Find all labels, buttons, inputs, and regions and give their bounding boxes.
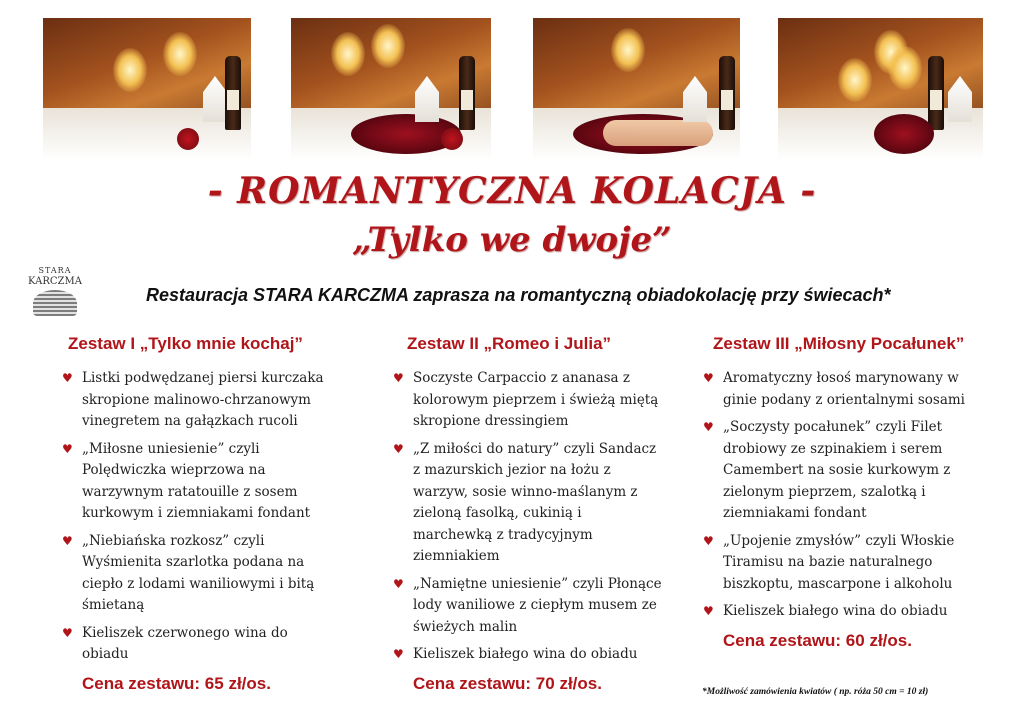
- list-item: ♥ Aromatyczny łosoś marynowany w ginie podany z orientalnymi sosami: [703, 370, 965, 408]
- restaurant-logo: [24, 266, 86, 324]
- set-price: Cena zestawu: 70 zł/os.: [413, 673, 602, 693]
- heart-icon: ♥: [393, 647, 404, 661]
- heart-icon: ♥: [62, 533, 73, 548]
- page-subtitle: „Tylko we dwoje”: [352, 220, 672, 260]
- heart-icon: ♥: [703, 371, 714, 385]
- menu-set-1: [62, 334, 332, 694]
- heart-icon: ♥: [393, 441, 404, 456]
- photo-candlelit-table-4: [778, 18, 983, 160]
- set-items: [703, 368, 975, 623]
- heart-icon: ♥: [393, 371, 404, 385]
- set-items: [393, 368, 663, 666]
- page-title: - ROMANTYCZNA KOLACJA -: [207, 170, 817, 212]
- set-heading: Zestaw III „Miłosny Pocałunek”: [713, 334, 965, 353]
- invitation-text: Restauracja STARA KARCZMA zaprasza na romantyczną obiadokolację przy świecach*: [146, 285, 891, 305]
- list-item: ♥ „Niebiańska rozkosz” czyli Wyśmienita szarlotka podana na ciepło z lodami waniliowymi i bitą śmietaną: [62, 532, 315, 613]
- list-item: ♥ „Soczysty pocałunek” czyli Filet drobiowy ze szpinakiem i serem Camembert na sosie kurkowym z zielonym pieprzem, szalotką i ziemniakami fondant: [703, 419, 951, 521]
- set-items: [62, 368, 332, 666]
- logo-line-1: STARA: [38, 266, 72, 275]
- set-heading: Zestaw II „Romeo i Julia”: [407, 334, 612, 353]
- menu-set-2: [393, 334, 663, 694]
- heart-icon: ♥: [62, 441, 73, 456]
- heart-icon: ♥: [703, 604, 714, 618]
- list-item: ♥ „Upojenie zmysłów” czyli Włoskie Tiramisu na bazie naturalnego biszkoptu, mascarpone i alkoholu: [703, 532, 955, 592]
- list-item: ♥ „Namiętne uniesienie” czyli Płonące lody waniliowe z ciepłym musem ze świeżych malin: [393, 575, 662, 635]
- list-item: ♥ Kieliszek czerwonego wina do obiadu: [62, 624, 288, 662]
- menu-set-3: [703, 334, 975, 651]
- photo-candlelit-table-2: [291, 18, 491, 160]
- list-item: ♥ Soczyste Carpaccio z ananasa z kolorowym pieprzem i świeżą miętą skropione dressingiem: [393, 370, 659, 429]
- heart-icon: ♥: [703, 420, 714, 434]
- list-item: ♥ „Z miłości do natury” czyli Sandacz z mazurskich jezior na łożu z warzyw, sosie winno-maślanym z zieloną fasolką, cukinią i marchewką z tradycyjnym ziemniakiem: [393, 440, 657, 564]
- logo-emblem-icon: [33, 290, 77, 316]
- set-heading: Zestaw I „Tylko mnie kochaj”: [68, 334, 303, 353]
- photo-strip: [0, 18, 1024, 160]
- heart-icon: ♥: [703, 533, 714, 548]
- heart-icon: ♥: [62, 625, 73, 640]
- list-item: ♥ Kieliszek białego wina do obiadu: [393, 644, 663, 666]
- set-price: Cena zestawu: 60 zł/os.: [723, 630, 912, 650]
- heart-icon: ♥: [393, 576, 404, 591]
- logo-line-2: KARCZMA: [28, 276, 82, 287]
- photo-candlelit-table-1: [43, 18, 251, 160]
- list-item: ♥ Listki podwędzanej piersi kurczaka skropione malinowo-chrzanowym vinegretem na gałązkach rucoli: [62, 370, 324, 429]
- list-item: ♥ Kieliszek białego wina do obiadu: [703, 601, 975, 623]
- heart-icon: ♥: [62, 371, 73, 385]
- photo-candlelit-table-3: [533, 18, 740, 160]
- list-item: ♥ „Miłosne uniesienie” czyli Polędwiczka wieprzowa na warzywnym ratatouille z sosem kurkowym i ziemniakami fondant: [62, 440, 311, 521]
- footnote: *Możliwość zamówienia kwiatów ( np. róża 50 cm = 10 zł): [702, 687, 929, 697]
- set-price: Cena zestawu: 65 zł/os.: [82, 673, 271, 693]
